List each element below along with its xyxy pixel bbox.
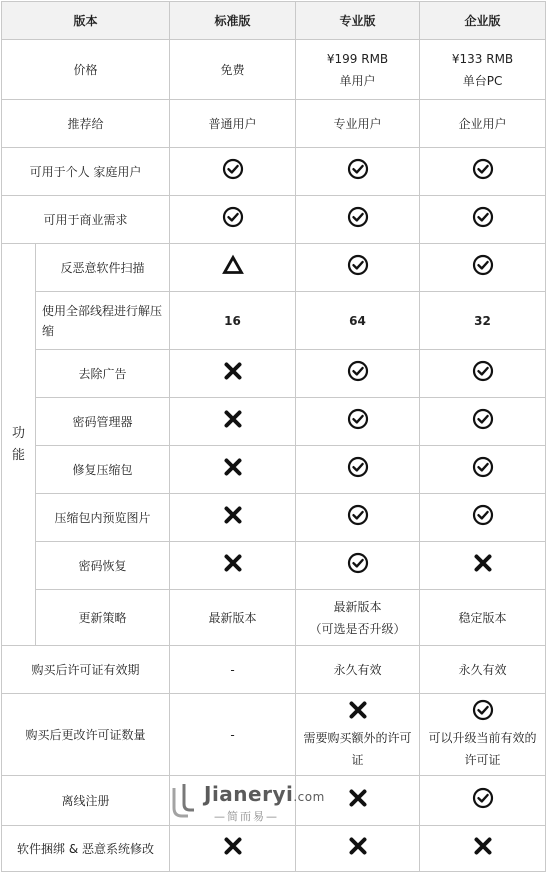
cell-std bbox=[170, 148, 296, 196]
check-circle-icon bbox=[347, 552, 369, 580]
cell-ent: 企业用户 bbox=[420, 100, 546, 148]
row-bundle bbox=[2, 826, 546, 872]
cell-std bbox=[170, 196, 296, 244]
row-label: 反恶意软件扫描 bbox=[36, 244, 170, 292]
cross-icon bbox=[222, 456, 244, 484]
cell-pro bbox=[296, 590, 420, 646]
row-validity bbox=[2, 646, 546, 694]
check-circle-icon bbox=[347, 504, 369, 532]
row-label: 推荐给 bbox=[2, 100, 170, 148]
cell-pro bbox=[296, 826, 420, 872]
cell-ent-text: 可以升级当前有效的许可证 bbox=[428, 730, 537, 767]
row-feature bbox=[2, 542, 546, 590]
check-circle-icon bbox=[472, 504, 494, 532]
check-circle-icon bbox=[472, 254, 494, 282]
cell-ent bbox=[420, 776, 546, 826]
cross-icon bbox=[222, 504, 244, 532]
row-change-license bbox=[2, 694, 546, 776]
cell-std: 普通用户 bbox=[170, 100, 296, 148]
cross-icon bbox=[347, 699, 369, 727]
cross-icon bbox=[472, 552, 494, 580]
row-feature bbox=[2, 494, 546, 542]
row-label: 可用于商业需求 bbox=[2, 196, 170, 244]
header-standard: 标准版 bbox=[170, 2, 296, 40]
cell-ent: 32 bbox=[420, 292, 546, 350]
cell-std bbox=[170, 542, 296, 590]
cross-icon bbox=[222, 552, 244, 580]
row-feature bbox=[2, 398, 546, 446]
update-policy: 最新版本 bbox=[333, 599, 382, 614]
header-pro: 专业版 bbox=[296, 2, 420, 40]
cell-std: 16 bbox=[170, 292, 296, 350]
check-circle-icon bbox=[347, 254, 369, 282]
row-label: 价格 bbox=[2, 40, 170, 100]
row-label: 压缩包内预览图片 bbox=[36, 494, 170, 542]
cell-std: 免费 bbox=[170, 40, 296, 100]
row-feature bbox=[2, 244, 546, 292]
row-label: 去除广告 bbox=[36, 350, 170, 398]
cell-ent bbox=[420, 350, 546, 398]
cell-ent bbox=[420, 196, 546, 244]
features-group-label: 功能 bbox=[2, 244, 36, 646]
row-feature bbox=[2, 292, 546, 350]
triangle-icon bbox=[222, 254, 244, 282]
watermark bbox=[170, 778, 340, 826]
check-circle-icon bbox=[472, 787, 494, 815]
cross-icon bbox=[347, 835, 369, 863]
cell-pro bbox=[296, 694, 420, 776]
watermark-logo-icon bbox=[170, 782, 200, 820]
row-business bbox=[2, 196, 546, 244]
cell-pro bbox=[296, 494, 420, 542]
cell-ent bbox=[420, 694, 546, 776]
check-circle-icon bbox=[347, 158, 369, 186]
cell-pro bbox=[296, 40, 420, 100]
cell-ent: 稳定版本 bbox=[420, 590, 546, 646]
cell-pro-text: 需要购买额外的许可证 bbox=[303, 730, 412, 767]
price-unit: 单台PC bbox=[462, 73, 503, 88]
cell-pro bbox=[296, 398, 420, 446]
check-circle-icon bbox=[472, 699, 494, 727]
cell-std: - bbox=[170, 646, 296, 694]
row-label: 可用于个人 家庭用户 bbox=[2, 148, 170, 196]
cell-pro: 专业用户 bbox=[296, 100, 420, 148]
cell-pro bbox=[296, 446, 420, 494]
row-label: 软件捆绑 & 恶意系统修改 bbox=[2, 826, 170, 872]
cell-std bbox=[170, 398, 296, 446]
row-update bbox=[2, 590, 546, 646]
cell-std bbox=[170, 494, 296, 542]
row-recommend bbox=[2, 100, 546, 148]
check-circle-icon bbox=[472, 408, 494, 436]
row-price bbox=[2, 40, 546, 100]
header-row bbox=[2, 2, 546, 40]
cell-ent bbox=[420, 148, 546, 196]
row-label: 密码管理器 bbox=[36, 398, 170, 446]
cell-ent bbox=[420, 494, 546, 542]
row-label: 购买后许可证有效期 bbox=[2, 646, 170, 694]
cell-ent bbox=[420, 398, 546, 446]
cell-std: - bbox=[170, 694, 296, 776]
cross-icon bbox=[222, 835, 244, 863]
cell-std: 最新版本 bbox=[170, 590, 296, 646]
row-label: 使用全部线程进行解压缩 bbox=[36, 292, 170, 350]
row-label: 修复压缩包 bbox=[36, 446, 170, 494]
watermark-sub: —简而易— bbox=[214, 810, 279, 823]
cell-ent bbox=[420, 40, 546, 100]
check-circle-icon bbox=[472, 360, 494, 388]
check-circle-icon bbox=[472, 206, 494, 234]
cell-ent bbox=[420, 542, 546, 590]
cross-icon bbox=[347, 787, 369, 815]
cell-pro bbox=[296, 542, 420, 590]
check-circle-icon bbox=[472, 158, 494, 186]
cell-ent: 永久有效 bbox=[420, 646, 546, 694]
row-label: 更新策略 bbox=[36, 590, 170, 646]
price-value: ¥133 RMB bbox=[451, 51, 514, 66]
check-circle-icon bbox=[222, 158, 244, 186]
comparison-table bbox=[1, 1, 546, 872]
price-value: ¥199 RMB bbox=[326, 51, 389, 66]
cell-ent bbox=[420, 446, 546, 494]
header-version: 版本 bbox=[2, 2, 170, 40]
cell-std bbox=[170, 244, 296, 292]
row-home bbox=[2, 148, 546, 196]
row-label: 密码恢复 bbox=[36, 542, 170, 590]
cell-pro bbox=[296, 148, 420, 196]
cell-pro-icon-wrap bbox=[302, 699, 413, 727]
cell-std bbox=[170, 826, 296, 872]
cell-pro bbox=[296, 350, 420, 398]
check-circle-icon bbox=[222, 206, 244, 234]
cross-icon bbox=[222, 408, 244, 436]
row-label: 购买后更改许可证数量 bbox=[2, 694, 170, 776]
check-circle-icon bbox=[347, 360, 369, 388]
price-unit: 单用户 bbox=[339, 73, 376, 88]
watermark-text: Jianeryi.com bbox=[204, 782, 325, 806]
cell-pro: 永久有效 bbox=[296, 646, 420, 694]
cell-ent bbox=[420, 826, 546, 872]
row-label: 离线注册 bbox=[2, 776, 170, 826]
check-circle-icon bbox=[472, 456, 494, 484]
update-note: （可选是否升级） bbox=[309, 621, 406, 636]
check-circle-icon bbox=[347, 206, 369, 234]
cross-icon bbox=[222, 360, 244, 388]
cell-std bbox=[170, 446, 296, 494]
cell-pro bbox=[296, 244, 420, 292]
cell-std bbox=[170, 350, 296, 398]
cell-pro: 64 bbox=[296, 292, 420, 350]
cell-ent bbox=[420, 244, 546, 292]
row-feature bbox=[2, 350, 546, 398]
cell-ent-icon-wrap bbox=[426, 699, 539, 727]
cross-icon bbox=[472, 835, 494, 863]
cell-pro bbox=[296, 196, 420, 244]
check-circle-icon bbox=[347, 408, 369, 436]
check-circle-icon bbox=[347, 456, 369, 484]
header-enterprise: 企业版 bbox=[420, 2, 546, 40]
row-feature bbox=[2, 446, 546, 494]
